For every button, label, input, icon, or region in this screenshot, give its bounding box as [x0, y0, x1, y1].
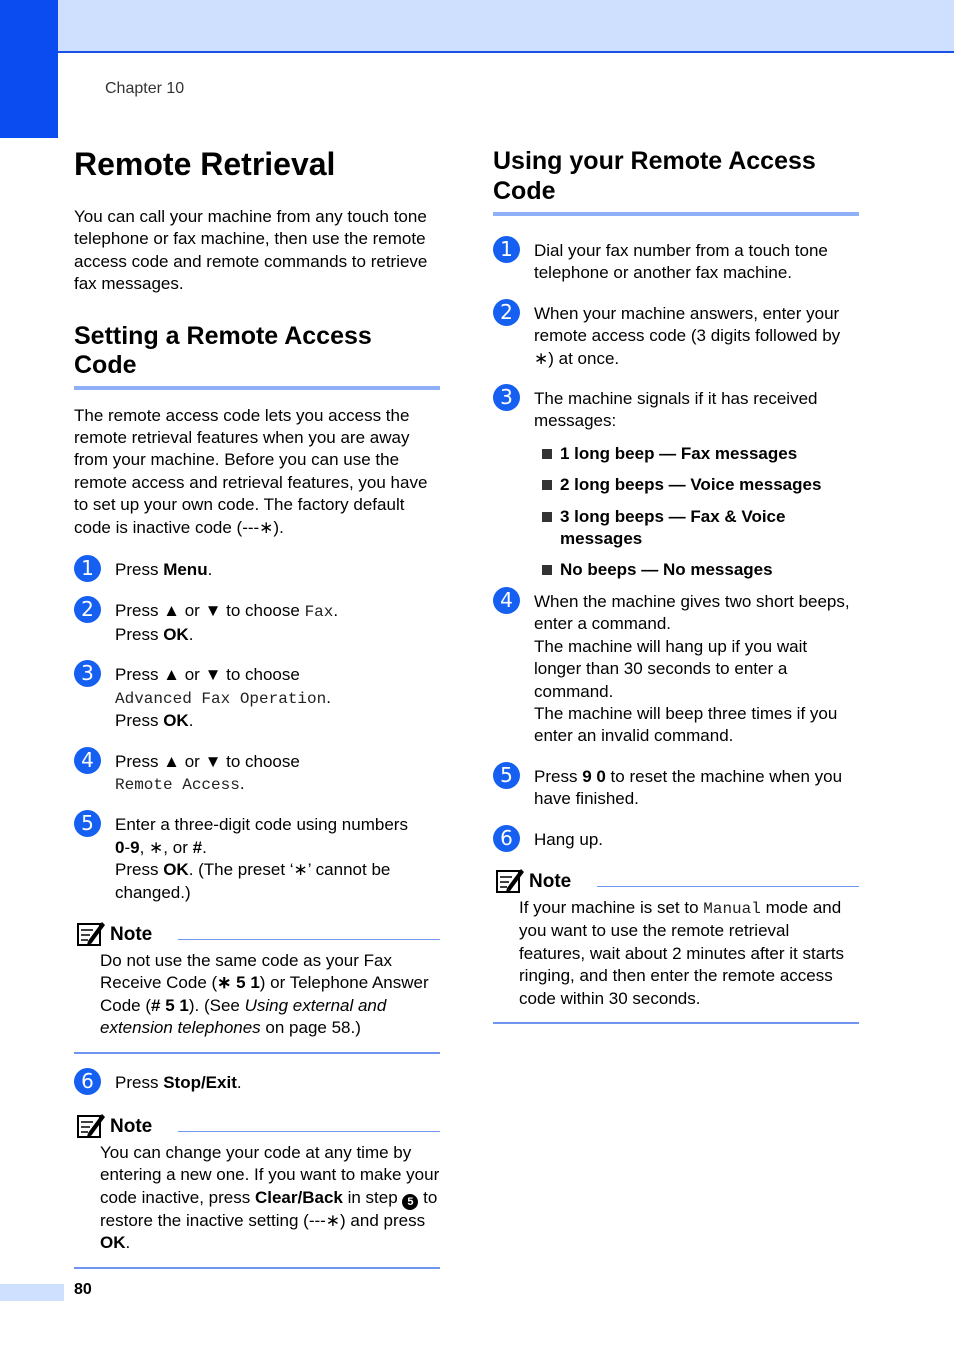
right-step-4: 4 When the machine gives two short beeps, enter a command. The machine will hang up if you wait longer than 30 seconds to enter a command. The machine will beep three times if you enter an invalid command. — [493, 591, 859, 748]
note-pencil-icon — [495, 865, 525, 895]
step-number-icon: 1 — [493, 236, 520, 263]
lcd-text: Fax — [304, 603, 334, 622]
stop-exit-key: Stop/Exit — [163, 1072, 237, 1092]
menu-key: Menu — [163, 560, 208, 580]
note-body: If your machine is set to Manual mode and you want to use the remote retrieval features, wait about 2 minutes after it starts ringing, and then enter the remote access code within 30 seconds. — [493, 897, 859, 1024]
step-3: 3 Press ▲ or ▼ to choose Advanced Fax Operation. Press OK. — [74, 664, 440, 732]
intro-paragraph: You can call your machine from any touch tone telephone or fax machine, then use the remote access code and remote commands to retrieve fax messages. — [74, 207, 428, 294]
right-column — [493, 140, 859, 1024]
step-number-icon: 6 — [493, 825, 520, 852]
step-4: 4 Press ▲ or ▼ to choose Remote Access. — [74, 751, 440, 797]
note-box-right — [493, 865, 859, 1024]
note-title: Note — [110, 923, 153, 945]
section-title-using: Using your Remote Access Code — [493, 146, 859, 216]
step-number-icon: 6 — [74, 1068, 101, 1095]
header-band — [0, 0, 954, 53]
note-box-2 — [74, 1110, 440, 1269]
chapter-tab — [0, 0, 58, 138]
bullet-square-icon — [542, 449, 552, 459]
step-reference-icon: 5 — [402, 1194, 418, 1210]
step-number-icon: 1 — [74, 555, 101, 582]
command-code: 9 0 — [582, 766, 606, 786]
section-intro-paragraph: The remote access code lets you access the remote retrieval features when you are away from your machine. Before you can use the remote access and retrieval features, you have to set up your own code. The factory default code is inactive code (---∗). — [74, 405, 428, 537]
lcd-text: Advanced Fax Operation — [115, 689, 327, 708]
right-step-5: 5 Press 9 0 to reset the machine when you have finished. — [493, 766, 859, 811]
bullet-square-icon — [542, 565, 552, 575]
step-5: 5 Enter a three-digit code using numbers 0-9, ∗, or #. Press OK. (The preset ‘∗’ cannot be changed.) — [74, 814, 440, 904]
right-step-6: 6 Hang up. — [493, 829, 859, 851]
page-title: Remote Retrieval — [74, 146, 336, 182]
right-step-2: 2 When your machine answers, enter your remote access code (3 digits followed by ∗) at once. — [493, 303, 859, 370]
note-box-1 — [74, 918, 440, 1054]
step-number-icon: 5 — [493, 762, 520, 789]
right-step-3: 3 The machine signals if it has received messages: 1 long beep — Fax messages 2 long beeps — Voice messages 3 long beeps — Fax & Voice messages No beeps — No messages — [493, 388, 859, 582]
beep-signal-list — [534, 443, 859, 582]
note-title: Note — [110, 1115, 153, 1137]
step-number-icon: 2 — [74, 596, 101, 623]
note-pencil-icon — [76, 1110, 106, 1140]
note-header — [493, 865, 859, 897]
note-header — [74, 918, 440, 950]
note-header — [74, 1110, 440, 1142]
note-body: Do not use the same code as your Fax Receive Code (∗ 5 1) or Telephone Answer Code (# 5 1). (See Using external and extension telephones on page 58.) — [74, 950, 440, 1054]
lcd-text: Remote Access — [115, 775, 240, 794]
bullet-square-icon — [542, 512, 552, 522]
list-item: No beeps — No messages — [534, 559, 859, 581]
note-divider — [597, 886, 859, 887]
step-number-icon: 3 — [493, 384, 520, 411]
note-divider — [178, 939, 440, 940]
ok-key: OK — [163, 860, 189, 880]
bullet-square-icon — [542, 480, 552, 490]
step-number-icon: 4 — [74, 747, 101, 774]
lcd-text: Manual — [703, 899, 761, 918]
cross-reference-link[interactable]: Using external and extension telephones — [100, 995, 387, 1038]
step-number-icon: 3 — [74, 660, 101, 687]
list-item: 2 long beeps — Voice messages — [534, 474, 859, 496]
chapter-label: Chapter 10 — [105, 80, 185, 97]
ok-key: OK — [163, 711, 189, 731]
step-number-icon: 4 — [493, 587, 520, 614]
left-column — [74, 140, 440, 1269]
step-number-icon: 5 — [74, 810, 101, 837]
step-6: 6 Press Stop/Exit. — [74, 1072, 440, 1094]
step-1: 1 Press Menu. — [74, 559, 440, 581]
step-2: 2 Press ▲ or ▼ to choose Fax. Press OK. — [74, 600, 440, 646]
note-divider — [178, 1131, 440, 1132]
step-number-icon: 2 — [493, 299, 520, 326]
list-item: 3 long beeps — Fax & Voice messages — [534, 506, 859, 551]
note-body: You can change your code at any time by entering a new one. If you want to make your code inactive, press Clear/Back in step 5 to restore the inactive setting (---∗) and press OK. — [74, 1142, 440, 1269]
list-item: 1 long beep — Fax messages — [534, 443, 859, 465]
note-pencil-icon — [76, 918, 106, 948]
note-title: Note — [529, 870, 572, 892]
section-title-setting: Setting a Remote Access Code — [74, 322, 440, 390]
page-number-tab — [0, 1284, 64, 1301]
right-step-1: 1 Dial your fax number from a touch tone telephone or another fax machine. — [493, 240, 859, 285]
ok-key: OK — [163, 624, 189, 644]
page-number: 80 — [74, 1281, 92, 1298]
